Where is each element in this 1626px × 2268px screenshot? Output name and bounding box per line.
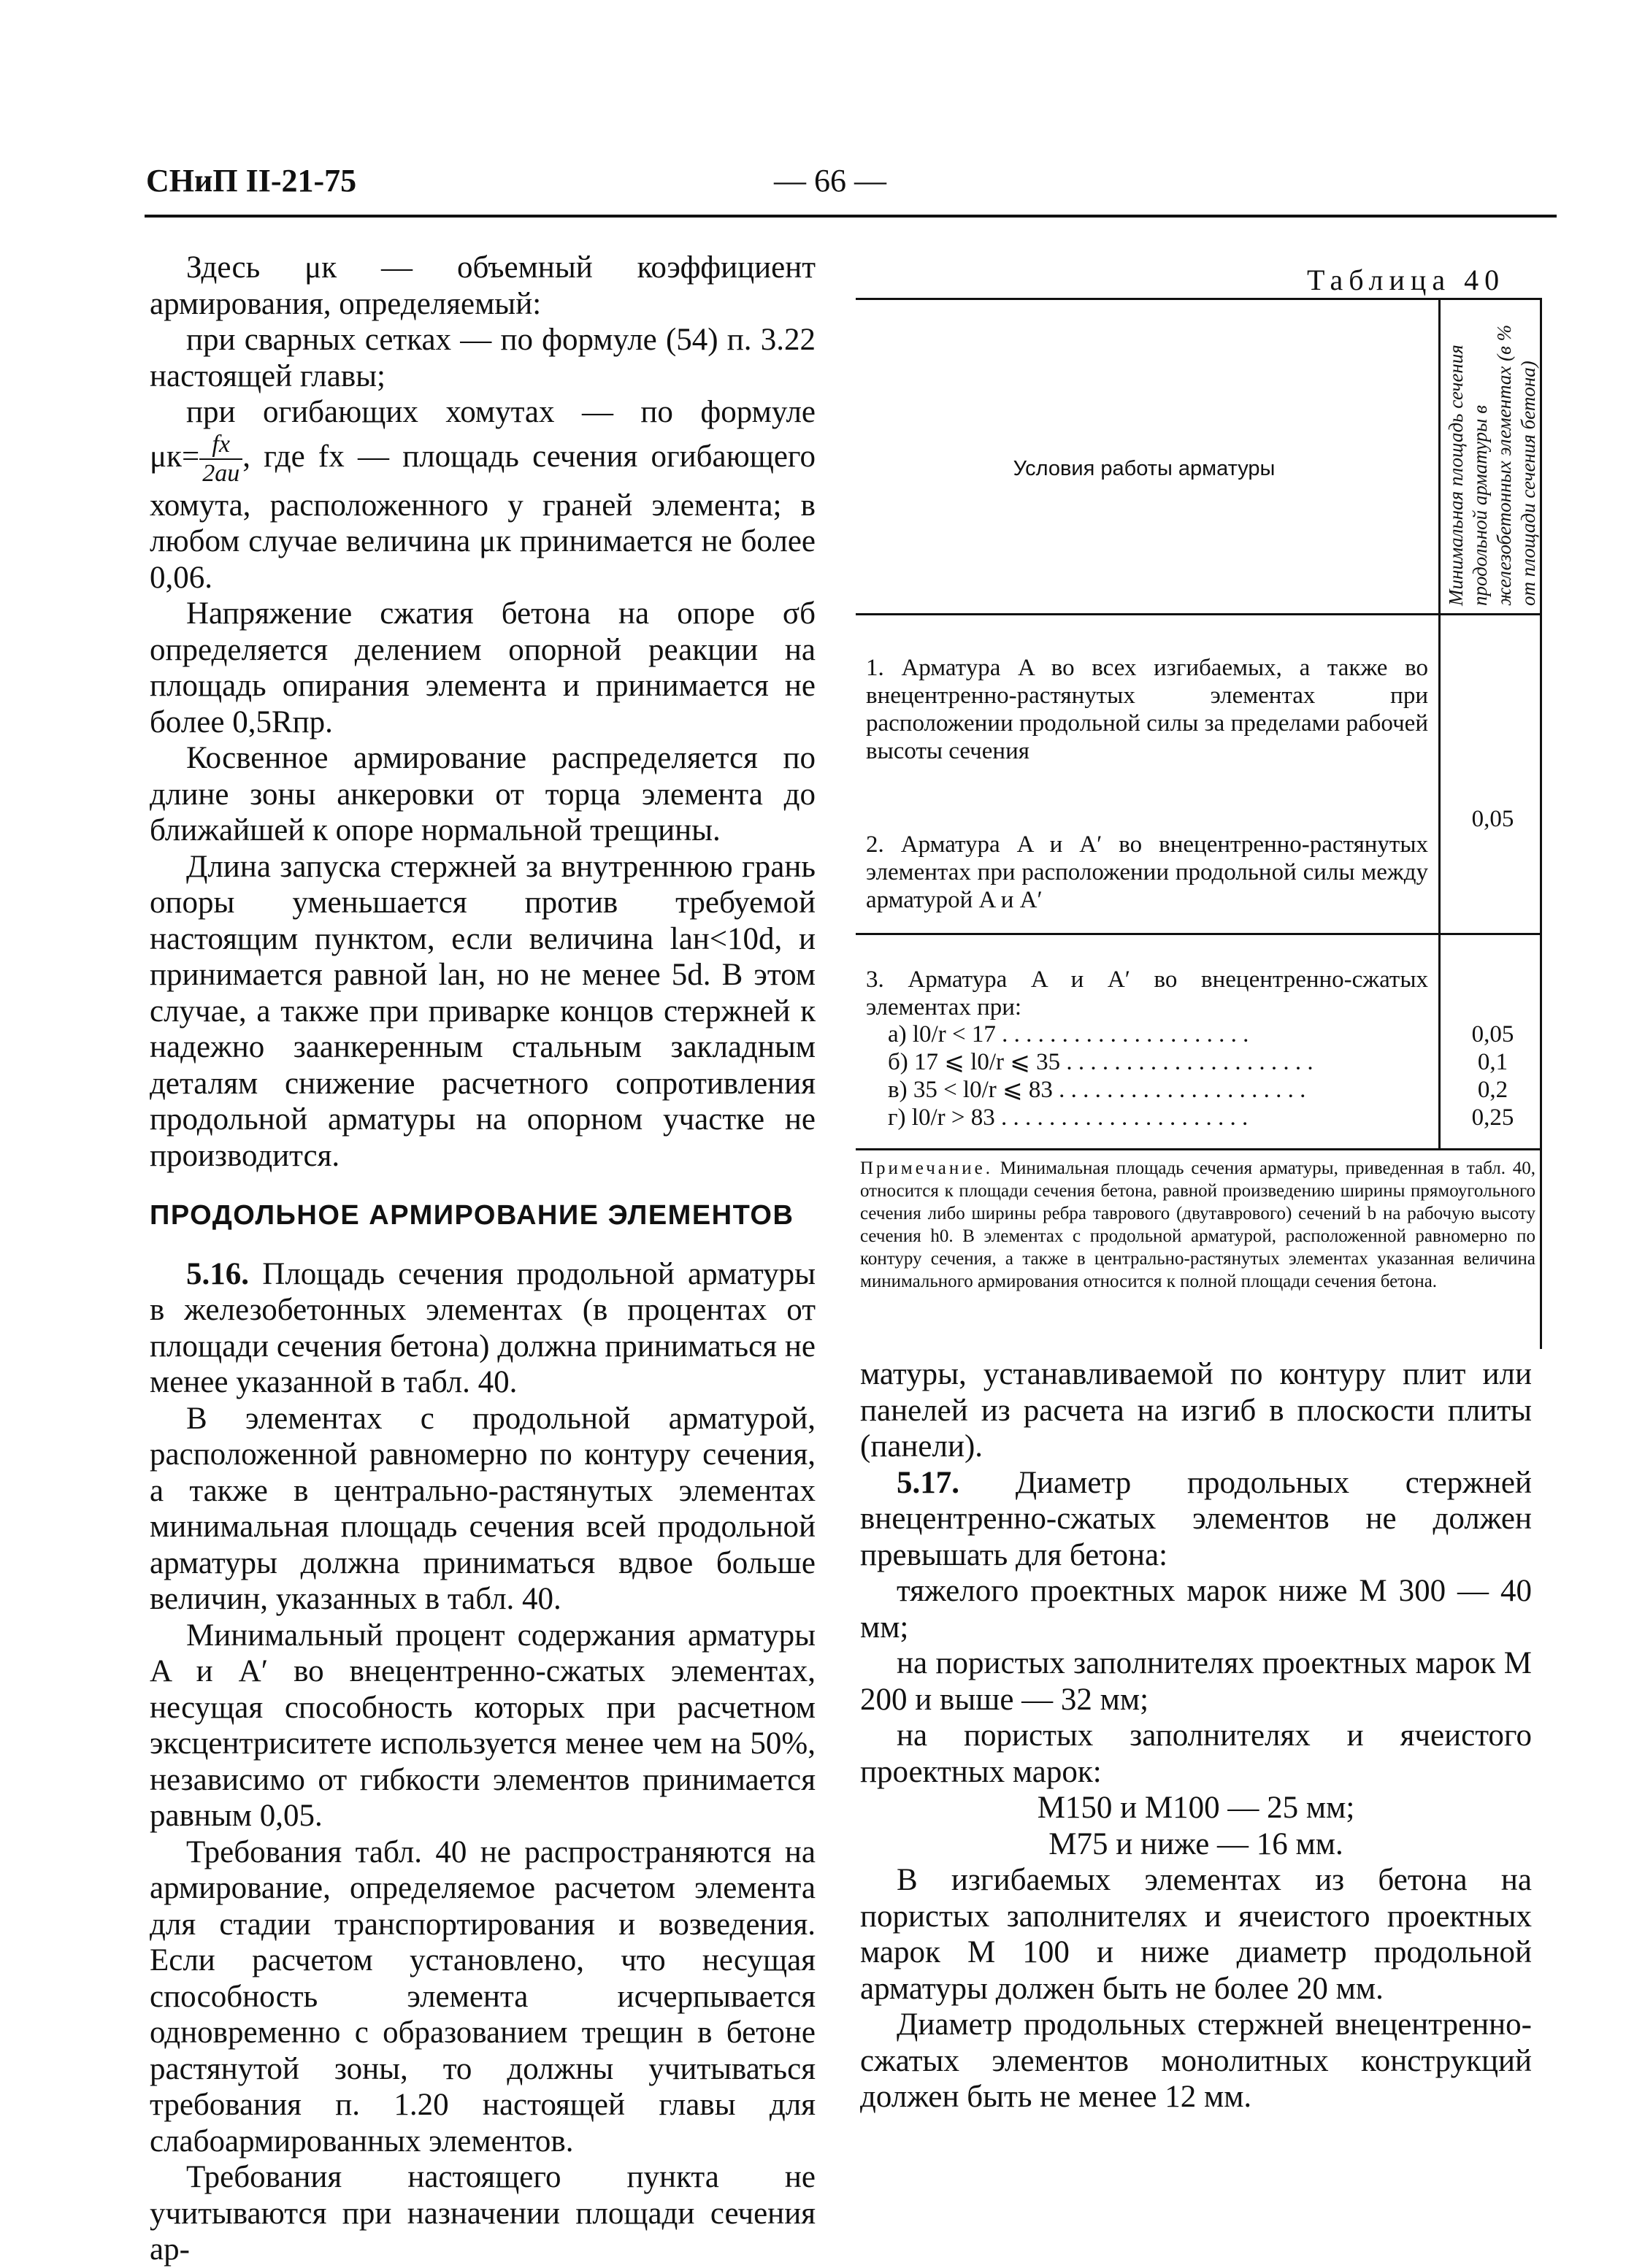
table-value-rows-1-2: 0,05 — [1471, 806, 1514, 832]
clause-text: Диаметр продольных стержней внецентренно-сжатых элементов не должен превышать для бетона: — [860, 1465, 1532, 1572]
paragraph: при сварных сетках — по формуле (54) п. 3.22 настоящей главы; — [150, 323, 816, 393]
header-rule — [145, 215, 1557, 218]
paragraph: на пористых заполнителях и ячеистого проектных марок: — [860, 1718, 1532, 1789]
paragraph: матуры, устанавливаемой по контуру плит или панелей из расчета на изгиб в плоскости плиты (панели). — [860, 1357, 1532, 1464]
paragraph: Здесь μк — объемный коэффициент армирования, определяемый: — [150, 250, 816, 321]
table-value-d: 0,25 — [1471, 1104, 1514, 1131]
formula-numerator: fх — [199, 431, 242, 460]
clause-number: 5.16. — [186, 1256, 249, 1291]
paragraph-formula — [150, 431, 816, 596]
formula-fraction — [199, 431, 242, 488]
formula-rest: , где fх — площадь сечения огибающего хомута, расположенного у граней элемента; в любом случае величина μк принимается не более 0,06. — [150, 439, 816, 595]
table-value-c: 0,2 — [1477, 1077, 1508, 1103]
table-row-1: 1. Арматура A во всех изгибаемых, а также во внецентренно-растянутых элементах при расположении продольной силы за пределами рабочей высоты сечения — [866, 655, 1428, 764]
left-column — [150, 250, 816, 2268]
table-subrow-a: а) l0/r < 17 . . . — [888, 1020, 1421, 1048]
table-value-b: 0,1 — [1477, 1049, 1508, 1075]
paragraph: В элементах с продольной арматурой, расположенной равномерно по контуру сечения, а также в центрально-растянутых элементах минимальная площадь сечения всей продольной арматуры должна приниматься вдвое больше величин, указанных в табл. 40. — [150, 1401, 816, 1616]
column-header-conditions: Условия работы арматуры — [1013, 457, 1276, 480]
paragraph: Косвенное армирование распределяется по длине зоны анкеровки от торца элемента до ближайшей к опоре нормальной трещины. — [150, 741, 816, 847]
table-row-rule — [856, 933, 1542, 935]
paragraph: М75 и ниже — 16 мм. — [1048, 1826, 1343, 1861]
table-note-label: Примечание. — [860, 1158, 994, 1178]
paragraph: Требования табл. 40 не распространяются на армирование, определяемое расчетом элемента для стадии транспортирования и возведения. Если расчетом установлено, что несущая способность элемента исчерпывается одновременно с образованием трещин в бетоне растянутой зоны, то должны учитываться требования п. 1.20 настоящей главы для слабоармированных элементов. — [150, 1834, 816, 2159]
paragraph — [150, 1256, 816, 1401]
paragraph: тяжелого проектных марок ниже М 300 — 40 мм; — [860, 1574, 1532, 1645]
paragraph: Минимальный процент содержания арматуры A и A′ во внецентренно-сжатых элементах, несущая способность которых при расчетном эксцентриситете используется менее чем на 50%, независимо от гибкости элементов принимается равным 0,05. — [150, 1618, 816, 1833]
table-subrow-c: в) 35 < l0/r ⩽ 83 . . . — [888, 1076, 1421, 1104]
table-row-3: 3. Арматура A и A′ во внецентренно-сжатых элементах при: — [866, 966, 1428, 1020]
table-note — [860, 1157, 1535, 1293]
section-heading: ПРОДОЛЬНОЕ АРМИРОВАНИЕ ЭЛЕМЕНТОВ — [150, 1200, 794, 1231]
formula-denominator: 2au — [202, 459, 240, 487]
paragraph — [860, 1465, 1532, 1574]
paragraph: М150 и М100 — 25 мм; — [1037, 1791, 1355, 1825]
table-caption: Таблица 40 — [1307, 264, 1506, 296]
paragraph: на пористых заполнителях проектных марок М 200 и выше — 32 мм; — [860, 1646, 1532, 1717]
formula-lhs: μк= — [150, 439, 200, 474]
document-code: СНиП II-21-75 — [146, 163, 357, 199]
column-header-min-area: Минимальная площадь сечения продольной арматуры в железобетонных элементах (в % от площади сечения бетона) — [1445, 324, 1539, 606]
table-row-2: 2. Арматура A и A′ во внецентренно-растянутых элементах при расположении продольной силы между арматурой A и A′ — [866, 831, 1428, 913]
paragraph: Напряжение сжатия бетона на опоре σб определяется делением опорной реакции на площадь опирания элемента и принимается не более 0,5Rпр. — [150, 596, 816, 739]
paragraph: Требования настоящего пункта не учитываются при назначении площади сечения ар- — [150, 2160, 816, 2267]
paragraph: при огибающих хомутах — по формуле — [186, 395, 816, 429]
paragraph: В изгибаемых элементах из бетона на пористых заполнителях и ячеистого проектных марок М 100 и ниже диаметр продольной арматуры должен быть не более 20 мм. — [860, 1863, 1532, 2006]
right-column — [860, 1356, 1532, 2115]
table-subrow-d: г) l0/r > 83 . . . — [888, 1104, 1421, 1131]
page-number: — 66 — — [774, 163, 886, 199]
table-subrow-b: б) 17 ⩽ l0/r ⩽ 35 . . . — [888, 1048, 1421, 1076]
table-note-text: Минимальная площадь сечения арматуры, приведенная в табл. 40, относится к площади сечения бетона, равной произведению ширины прямоугольного сечения либо ширины ребра таврового (двутаврового) сечений b на рабочую высоту сечения h0. В элементах с продольной арматурой, расположенной равномерно по контуру сечения, а также в центрально-растянутых элементах указанная величина минимального армирования относится к полной площади сечения бетона. — [860, 1158, 1535, 1291]
table-bottom-rule — [856, 1148, 1542, 1150]
clause-number: 5.17. — [897, 1465, 959, 1500]
paragraph: Длина запуска стержней за внутреннюю грань опоры уменьшается против требуемой настоящим пунктом, если величина lан<10d, и принимается равной lан, но не менее 5d. В этом случае, а также при приварке концов стержней к надежно заанкеренным стальным закладным деталям снижение расчетного сопротивления продольной арматуры на опорном участке не производится. — [150, 849, 816, 1173]
clause-text: Площадь сечения продольной арматуры в железобетонных элементах (в процентах от площади сечения бетона) должна приниматься не менее указанной в табл. 40. — [150, 1256, 816, 1399]
paragraph: Диаметр продольных стержней внецентренно-сжатых элементов монолитных конструкций должен быть не менее 12 мм. — [860, 2007, 1532, 2114]
table-value-a: 0,05 — [1471, 1021, 1514, 1047]
